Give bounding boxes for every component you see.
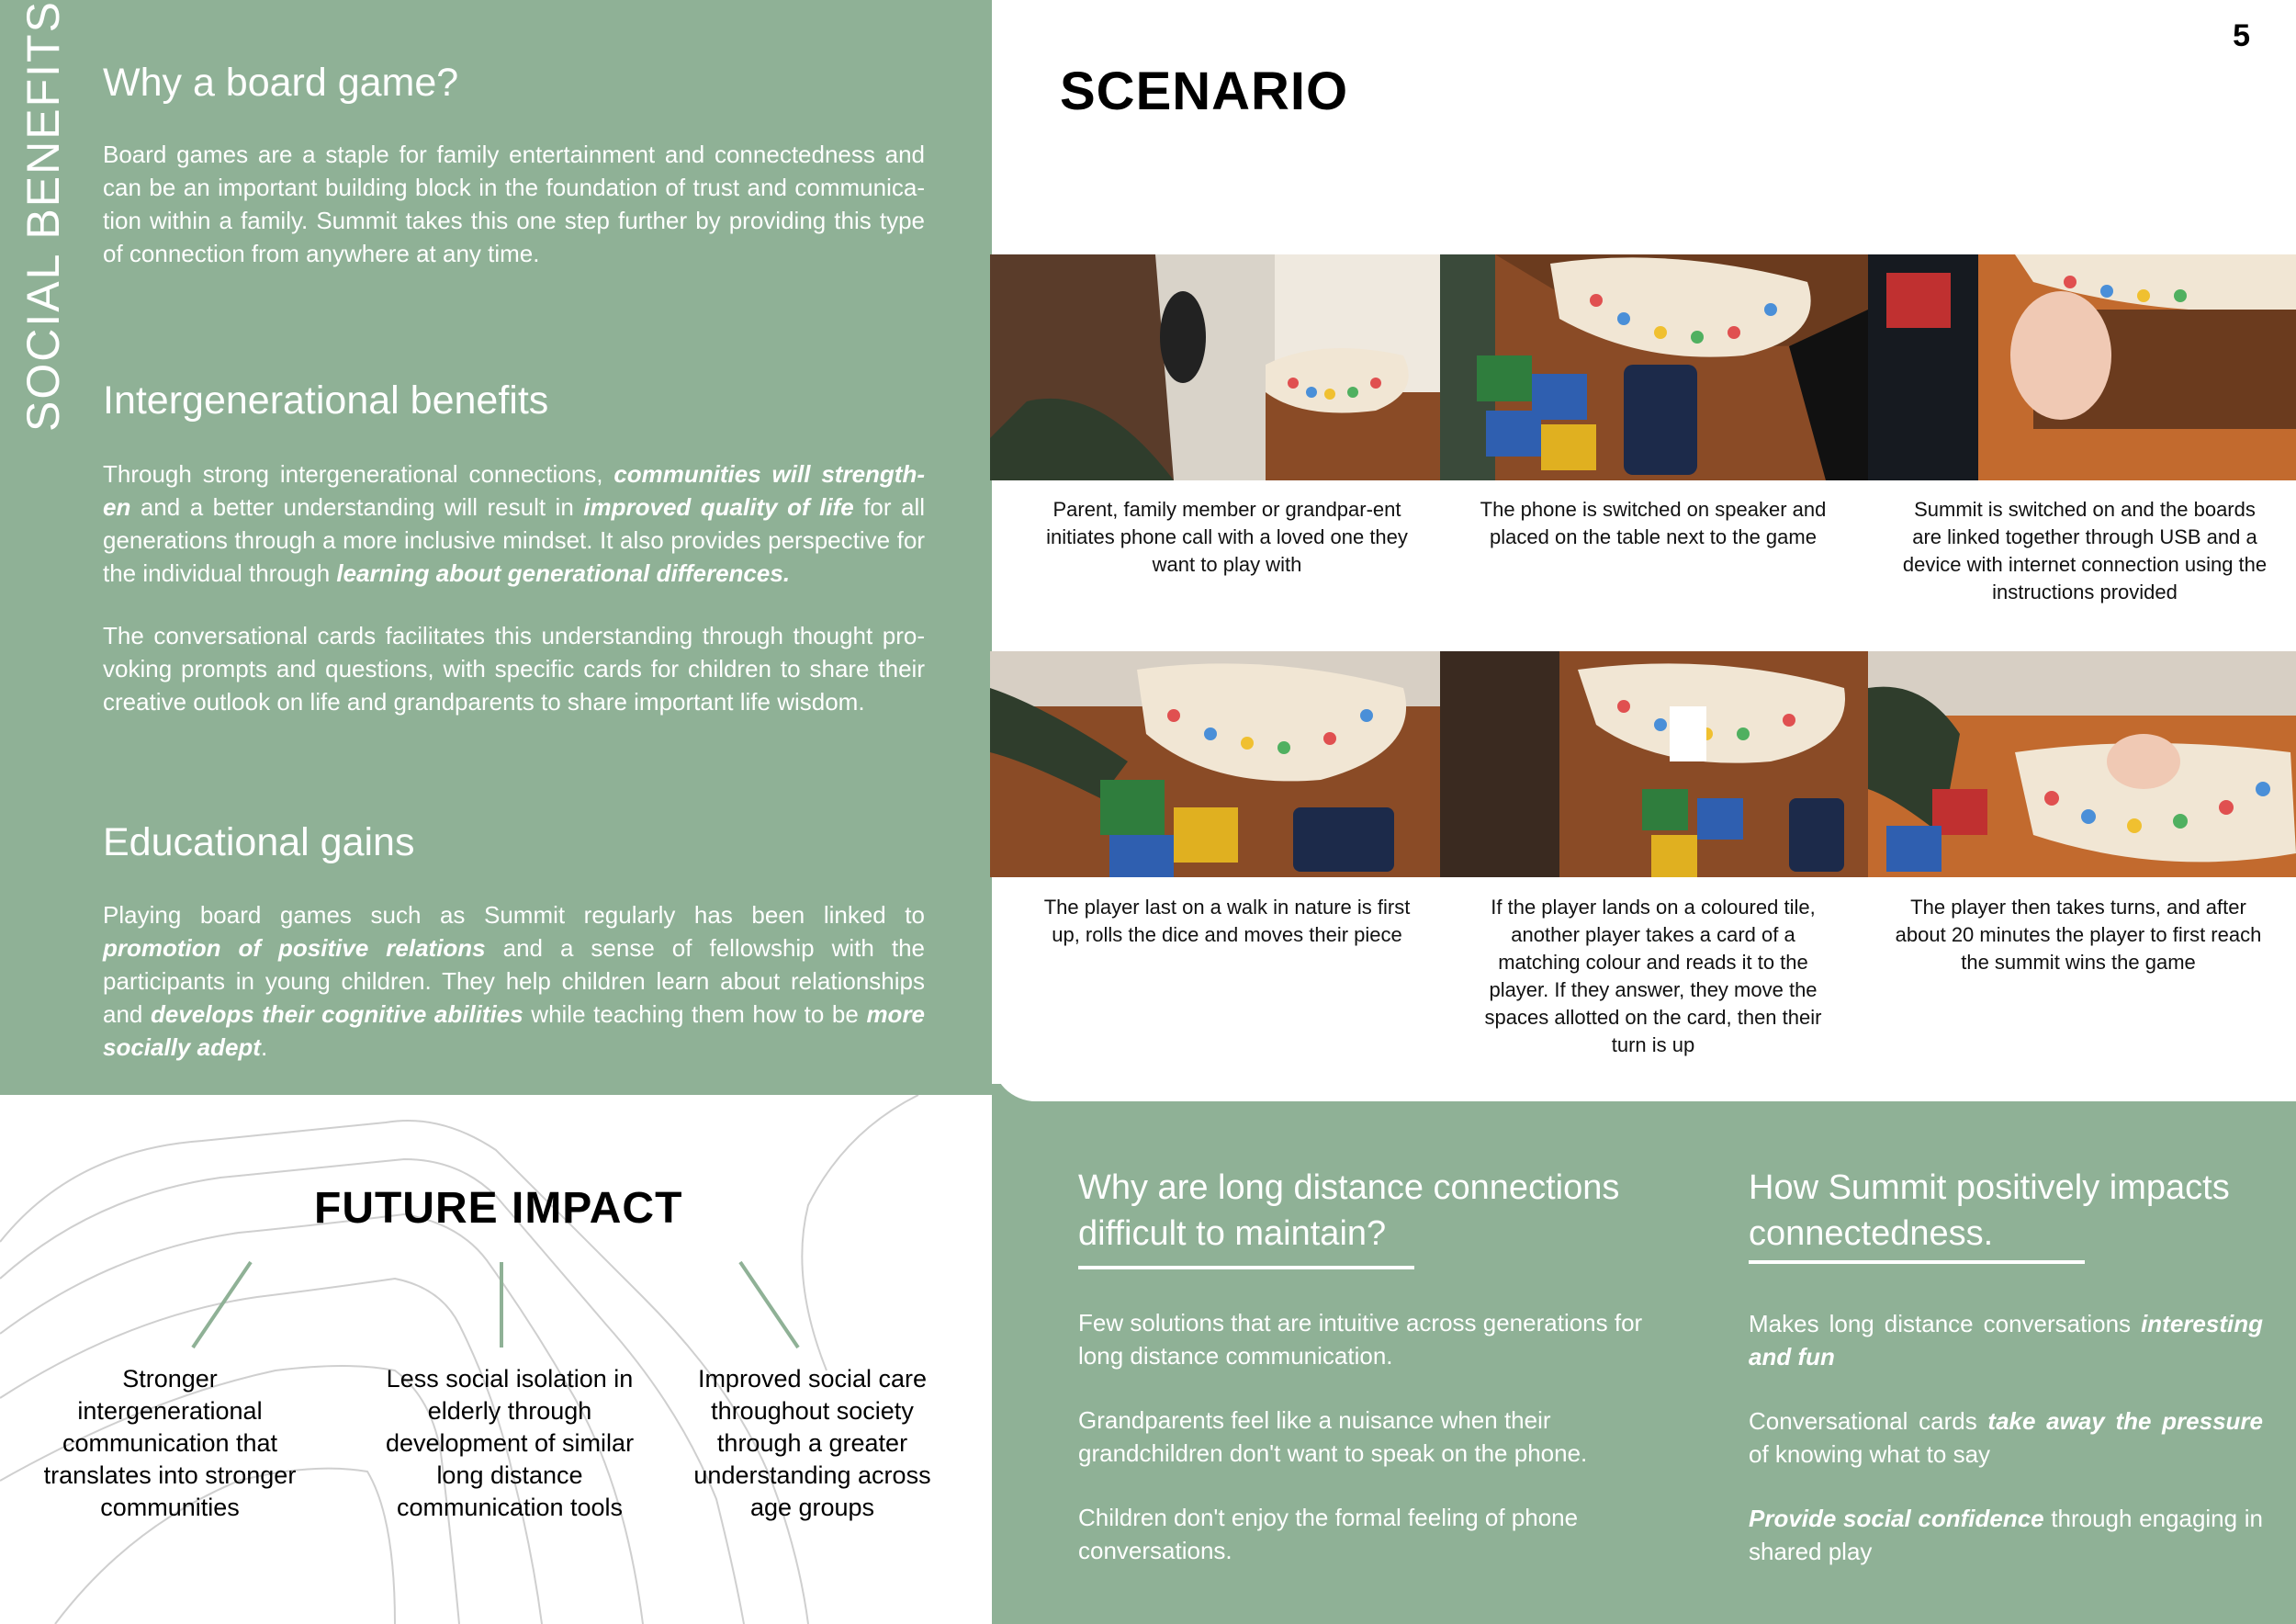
scenario-photo-6 <box>1868 651 2296 877</box>
page-number: 5 <box>2233 18 2250 53</box>
why-board-game-heading: Why a board game? <box>103 61 459 105</box>
scenario-photo-5 <box>1440 651 1868 877</box>
difficult-text-1: Few solutions that are intuitive across generations for long distance communication. <box>1078 1309 1643 1370</box>
intergenerational-text-2: The conversational cards facilitates this understanding through thought pro-voking prompts and questions, with specific cards for children to share their creative outlook on life and grandparents to share important life wisdom. <box>103 622 925 716</box>
scenario-photo-3 <box>1868 254 2296 480</box>
scenario-photo-1 <box>990 254 1440 480</box>
impact-item-1: Stronger intergenerational communication that translates into stronger communities <box>43 1365 297 1521</box>
summit-impacts-heading: How Summit positively impacts connectedness. <box>1749 1168 2230 1253</box>
scenario-photo-2 <box>1440 254 1868 480</box>
impact-item-3: Improved social care throughout society through a greater understanding across age groups <box>693 1365 931 1521</box>
scenario-caption-2: The phone is switched on speaker and placed on the table next to the game <box>1480 498 1827 548</box>
scenario-caption-3: Summit is switched on and the boards are linked together through USB and a device with internet connection using the instructions provided <box>1902 498 2268 603</box>
scenario-caption-5: If the player lands on a coloured tile, another player takes a card of a matching colour and reads it to the player. If they answer, they move the spaces allotted on the card, then their turn is up <box>1484 896 1822 1056</box>
why-board-game-text: Board games are a staple for family entertainment and connectedness and can be an important building block in the foundation of trust and communica-tion within a family. Summit takes this one step further by providing this type of connection from anywhere at any time. <box>103 141 925 267</box>
scenario-caption-6: The player then takes turns, and after about 20 minutes the player to first reach the summit wins the game <box>1895 896 2262 974</box>
scenario-caption-4: The player last on a walk in nature is first up, rolls the dice and moves their piece <box>1043 896 1411 946</box>
vertical-section-title: SOCIAL BENEFITS <box>17 0 69 432</box>
impact-item-2: Less social isolation in elderly through development of similar long distance communication tools <box>385 1365 635 1521</box>
future-impact-title: FUTURE IMPACT <box>314 1184 683 1233</box>
difficult-heading-underline <box>1078 1266 1414 1269</box>
impact-connector-lines <box>0 1260 992 1370</box>
scenario-caption-1: Parent, family member or grandpar-ent initiates phone call with a loved one they want to play with <box>1046 498 1408 576</box>
educational-heading: Educational gains <box>103 820 415 864</box>
difficult-text-3: Children don't enjoy the formal feeling of phone conversations. <box>1078 1504 1579 1564</box>
impacts-text-1: Makes long distance conversations interesting and fun <box>1749 1310 2263 1370</box>
intergenerational-text-1: Through strong intergenerational connections, communities will strength-en and a better understanding will result in improved quality of life for all generations through a more inclusive mindset. It also provides perspective for the individual through learning about generational differences. <box>103 460 925 587</box>
intergenerational-heading: Intergenerational benefits <box>103 378 549 423</box>
summit-impacts-underline <box>1749 1260 2085 1264</box>
difficult-heading: Why are long distance connections difficult to maintain? <box>1078 1168 1620 1253</box>
impacts-text-3: Provide social confidence through engaging in shared play <box>1749 1505 2263 1565</box>
educational-text: Playing board games such as Summit regularly has been linked to promotion of positive relations and a sense of fellowship with the participants in young children. They help children learn about relationships and develops their cognitive abilities while teaching them how to be more socially adept. <box>103 901 926 1061</box>
scenario-title: SCENARIO <box>1060 62 1349 121</box>
scenario-photo-4 <box>990 651 1440 877</box>
difficult-text-2: Grandparents feel like a nuisance when their grandchildren don't want to speak on the phone. <box>1078 1406 1588 1467</box>
impacts-text-2: Conversational cards take away the pressure of knowing what to say <box>1749 1407 2263 1468</box>
